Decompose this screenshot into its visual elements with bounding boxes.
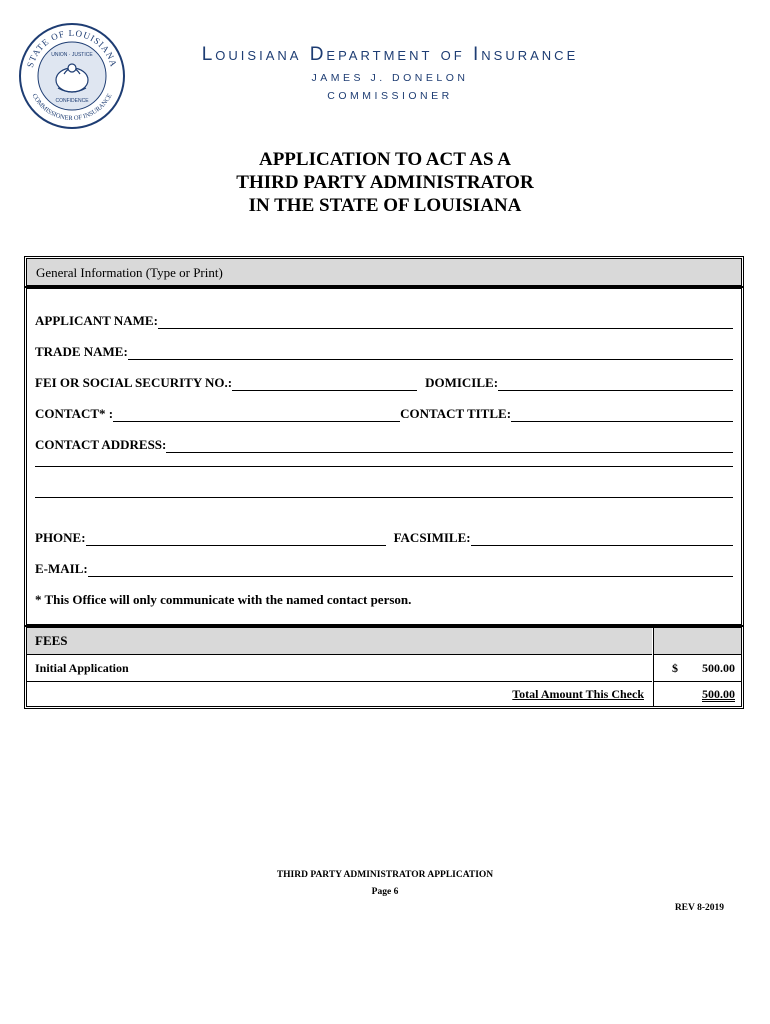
seal-ribbon-top: UNION · JUSTICE — [51, 52, 93, 58]
contact-address-row — [35, 435, 733, 453]
initial-application-amount-cell — [653, 655, 741, 682]
contact-field[interactable] — [113, 407, 400, 422]
commissioner-title: COMMISSIONER — [327, 90, 453, 102]
domicile-field[interactable] — [498, 376, 733, 391]
document-title — [0, 148, 770, 217]
contact-title-label: CONTACT TITLE: — [400, 406, 512, 421]
phone-fax-row — [35, 528, 733, 546]
contact-title-field[interactable] — [511, 407, 733, 422]
applicant-name-label: APPLICANT NAME: — [35, 313, 158, 328]
fei-label: FEI OR SOCIAL SECURITY NO.: — [35, 375, 233, 390]
footer-page-number: Page 6 — [371, 887, 399, 897]
initial-application-row — [27, 655, 652, 682]
contact-note: * This Office will only communicate with the named contact person. — [35, 592, 412, 607]
title-line-2: THIRD PARTY ADMINISTRATOR — [236, 172, 534, 193]
total-row — [27, 682, 652, 706]
applicant-name-field[interactable] — [158, 314, 733, 329]
email-label: E-MAIL: — [35, 561, 88, 576]
trade-name-field[interactable] — [128, 345, 733, 360]
footer-revision: REV 8-2019 — [674, 903, 724, 913]
fees-table — [26, 627, 742, 707]
fees-heading — [27, 628, 652, 655]
applicant-name-row — [35, 311, 733, 329]
trade-name-row — [35, 342, 733, 360]
contact-address-label: CONTACT ADDRESS: — [35, 437, 167, 452]
seal-ribbon-bottom: CONFIDENCE — [55, 98, 89, 104]
state-seal-logo — [18, 22, 126, 130]
total-label: Total Amount This Check — [512, 687, 644, 701]
general-info-section — [26, 288, 742, 625]
department-header — [150, 44, 630, 102]
general-info-heading-text: General Information (Type or Print) — [36, 265, 223, 280]
commissioner-name: JAMES J. DONELON — [311, 72, 469, 84]
seal-top-text: STATE OF LOUISIANA — [24, 27, 120, 69]
fei-domicile-row — [35, 373, 733, 391]
general-info-heading — [26, 258, 742, 286]
fees-heading-amount-cell — [653, 628, 741, 655]
fees-heading-text: FEES — [35, 633, 68, 648]
department-name: Louisiana Department of Insurance — [201, 44, 579, 65]
facsimile-field[interactable] — [471, 531, 733, 546]
contact-address-line-3[interactable] — [35, 497, 733, 498]
total-amount-cell — [653, 682, 741, 706]
phone-label: PHONE: — [35, 530, 86, 545]
footer-form-name: THIRD PARTY ADMINISTRATOR APPLICATION — [276, 870, 494, 880]
facsimile-label: FACSIMILE: — [393, 530, 471, 545]
title-line-1: APPLICATION TO ACT AS A — [258, 149, 511, 170]
contact-label: CONTACT* : — [35, 406, 114, 421]
title-line-3: IN THE STATE OF LOUISIANA — [248, 195, 522, 216]
initial-application-amount: 500.00 — [702, 661, 735, 675]
total-amount: 500.00 — [702, 687, 735, 701]
contact-row — [35, 404, 733, 422]
phone-field[interactable] — [86, 531, 386, 546]
trade-name-label: TRADE NAME: — [35, 344, 128, 359]
email-row — [35, 559, 733, 577]
currency-symbol: $ — [672, 661, 678, 675]
initial-application-label: Initial Application — [35, 661, 129, 675]
contact-address-field[interactable] — [166, 438, 733, 453]
email-field[interactable] — [88, 562, 733, 577]
seal-bottom-text: COMMISSIONER OF INSURANCE — [30, 92, 114, 123]
fei-field[interactable] — [232, 376, 417, 391]
contact-address-line-2[interactable] — [35, 466, 733, 467]
domicile-label: DOMICILE: — [425, 375, 499, 390]
